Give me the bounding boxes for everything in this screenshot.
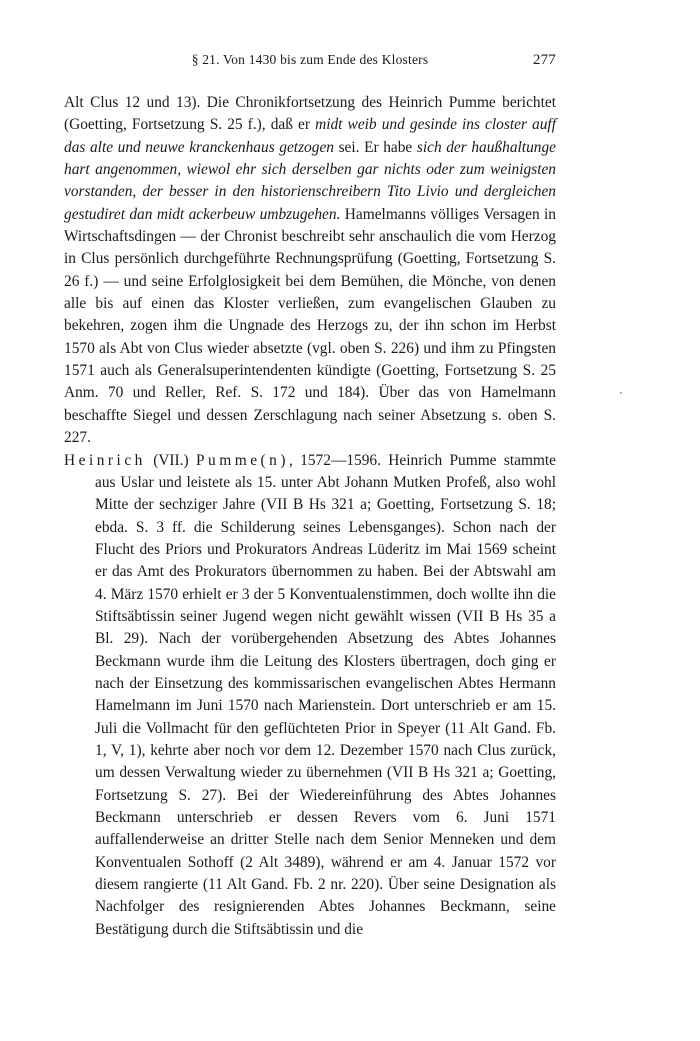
quotation-italic: midt weib und gesinde ins closter auff das alte und neuwe kranckenhaus getzogen <box>64 116 556 156</box>
quotation-italic: sich der haußhaltunge hart angenommen, wiewol ehr sich derselben gar nichts oder zum weinigsten vorstanden, der besser in den historienschreibern Tito Livio und dergleichen gestudiret dan midt ackerbeuw umbzugehen. <box>64 138 556 223</box>
entry-regnal: (VII.) <box>145 451 196 469</box>
entry-text: , 1572—1596. Heinrich Pumme stammte aus Uslar und leistete als 15. unter Abt Johann Mutken Profeß, also wohl Mitte der sechziger Jahre (VII B Hs 321 a; Goetting, Fortsetzung S. 18; ebda. S. 3 ff. die Schilderung seines Lebensganges). Schon nach der Flucht des Priors und Prokurators Andreas Lüderitz im Mai 1569 scheint er das Amt des Prokurators übernommen zu haben. Bei der Abtswahl am 4. März 1570 erhielt er 3 der 5 Konventualenstimmen, doch wollte ihn die Stiftsäbtissin seiner Jugend wegen nicht gewählt wissen (VII B Hs 35 a Bl. 29). Nach der vorübergehenden Absetzung des Abtes Johannes Beckmann wurde ihm die Leitung des Klosters übertragen, doch ging er nach der Einsetzung des kommissarischen evangelischen Abtes Hermann Hamelmann im Juni 1570 nach Marienstein. Dort unterschrieb er am 15. Juli die Vollmacht für den geflüchteten Prior in Speyer (11 Alt Gand. Fb. 1, V, 1), kehrte aber noch vor dem 12. Dezember 1570 nach Clus zurück, um dessen Verwaltung wieder zu übernehmen (VII B Hs 321 a; Goetting, Fortsetzung S. 27). Bei der Wiedereinführung des Abtes Johannes Beckmann unterschrieb er dessen Revers vom 6. Juni 1571 auffallenderweise an dritter Stelle nach dem Senior Menneken und dem Konventualen Sothoff (2 Alt 3489), während er am 4. Januar 1572 vor diesem rangierte (11 Alt Gand. Fb. 2 nr. 220). Über seine Designation als Nachfolger des resignierenden Abtes Johannes Beckmann, seine Bestätigung durch die Stiftsäbtissin und die <box>95 451 556 938</box>
running-title: § 21. Von 1430 bis zum Ende des Klosters <box>191 52 429 67</box>
entry-name: Heinrich <box>64 451 146 469</box>
text-run: Alt Clus 12 und 13). Die Chronikfortsetzung des Heinrich Pumme berichtet (Goetting, Fortsetzung S. 25 f.), daß er <box>64 94 556 134</box>
entry-surname: Pumme(n) <box>196 451 289 469</box>
margin-speck <box>620 392 622 394</box>
text-run: sei. Er habe <box>333 138 417 156</box>
text-run: Hamelmanns völliges Versagen in Wirtschaftsdingen — der Chronist beschreibt sehr anschaulich die vom Herzog in Clus persönlich durchgeführte Rechnungsprüfung (Goetting, Fortsetzung S. 26 f.) — und seine Erfolglosigkeit bei dem Bemühen, die Mönche, von denen alle bis auf einen das Kloster verließen, zum evangelischen Glauben zu bekehren, zogen ihm die Ungnade des Herzogs zu, der ihn schon im Herbst 1570 als Abt von Clus wieder absetzte (vgl. oben S. 226) und ihm zu Pfingsten 1571 auch als Generalsuperintendenten kündigte (Goetting, Fortsetzung S. 25 Anm. 70 und Reller, Ref. S. 172 und 184). Über das von Hamelmann beschaffte Siegel und dessen Zerschlagung nach seiner Absetzung s. oben S. 227. <box>64 205 556 447</box>
paragraph-continuation <box>64 92 556 450</box>
page-number: 277 <box>532 52 556 68</box>
entry-heinrich-pumme <box>64 450 556 942</box>
running-head <box>64 52 556 72</box>
body-text <box>64 92 556 941</box>
